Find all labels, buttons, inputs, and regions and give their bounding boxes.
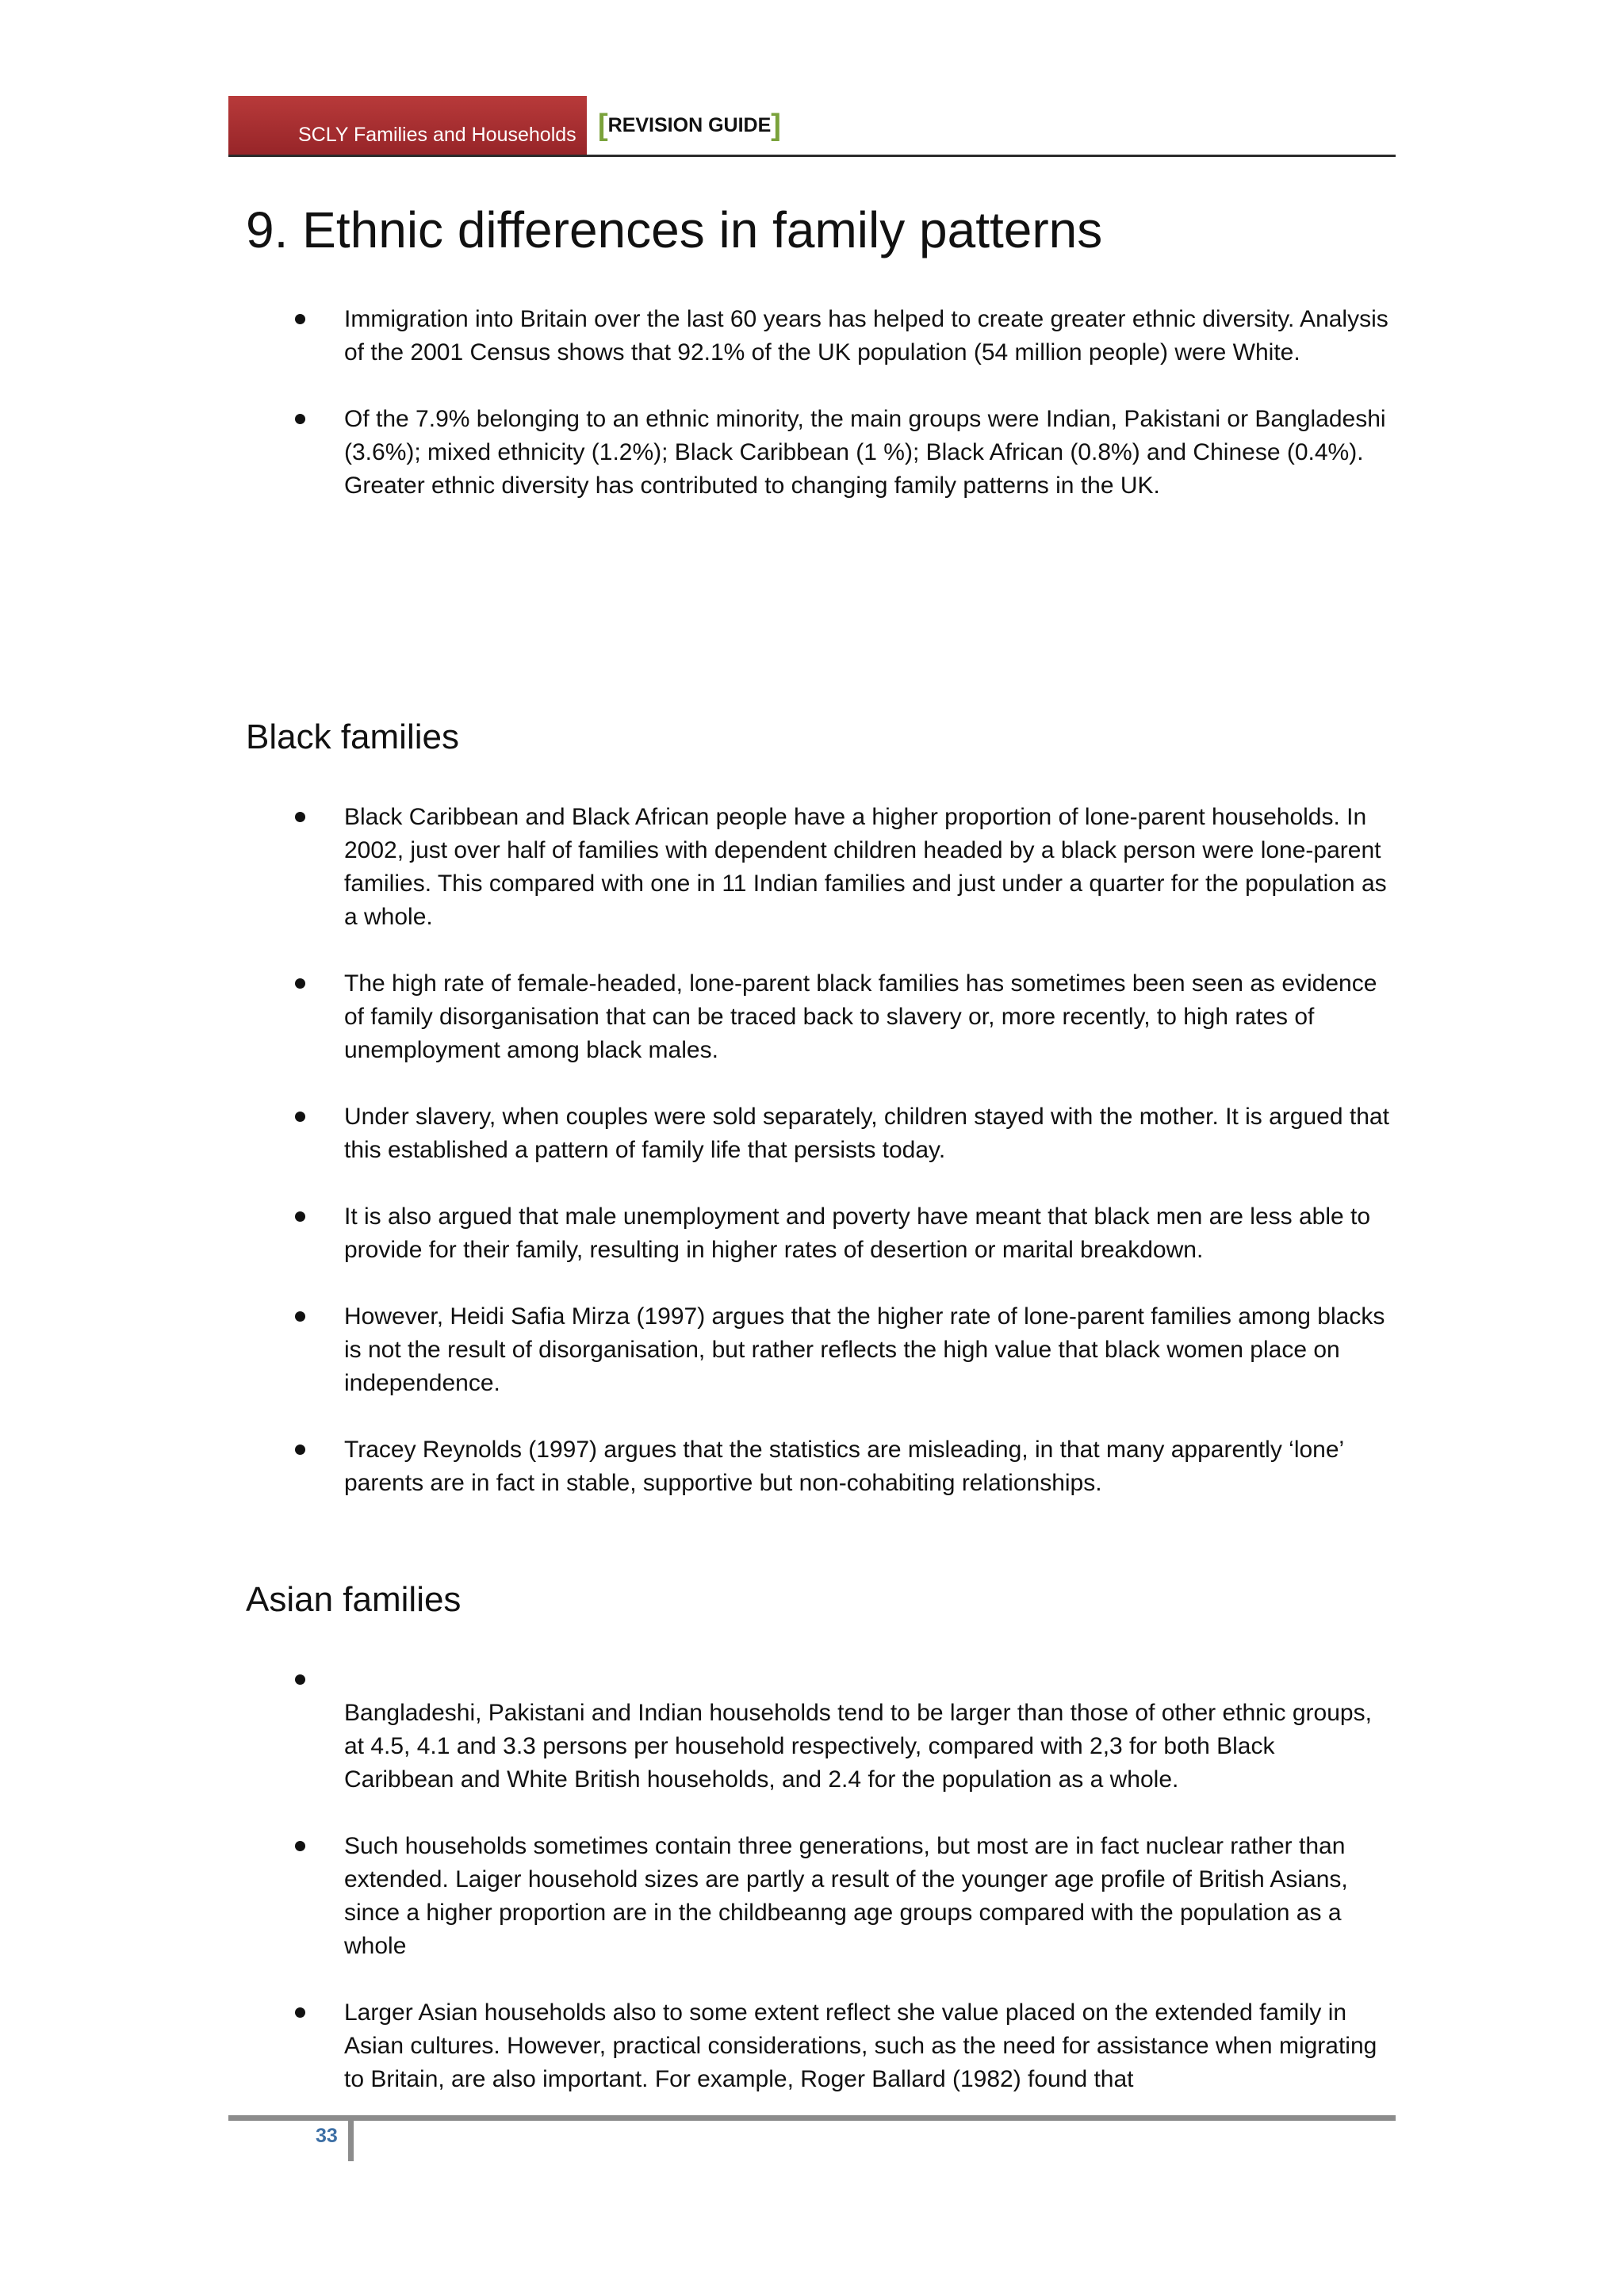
bullet-icon: [295, 1112, 305, 1122]
bullet-icon: [295, 414, 305, 424]
list-item: [295, 1433, 1389, 1500]
list-item: [295, 1830, 1389, 1963]
header-bracket-close: ]: [771, 109, 781, 142]
page-number: 33: [316, 2125, 338, 2147]
list-item-text: However, Heidi Safia Mirza (1997) argues that the higher rate of lone-parent families among blacks is not the result of disorganisation, but rather reflects the high value that black women place on independence.: [344, 1303, 1385, 1396]
bullet-icon: [295, 1841, 305, 1851]
list-item: [295, 1100, 1389, 1167]
list-item: [295, 303, 1389, 369]
list-item-text: Larger Asian households also to some extent reflect she value placed on the extended family in Asian cultures. However, practical considerations, such as the need for assistance when migrating to Britain, are also important. For example, Roger Ballard (1982) found that: [344, 1999, 1377, 2092]
header-rule: [228, 155, 1396, 157]
header-band: [228, 96, 587, 156]
list-item-text: Bangladeshi, Pakistani and Indian households tend to be larger than those of other ethnic groups, at 4.5, 4.1 and 3.3 persons per household respectively, compared with 2,3 for both Black Caribbean and White British households, and 2.4 for the population as a whole.: [344, 1700, 1372, 1793]
list-item: [295, 1200, 1389, 1267]
list-item: [295, 1663, 1389, 1797]
list-item: [295, 403, 1389, 503]
page-title: 9. Ethnic differences in family patterns: [246, 201, 1103, 258]
page-header: [228, 96, 1396, 156]
list-item-text: Under slavery, when couples were sold separately, children stayed with the mother. It is argued that this established a pattern of family life that persists today.: [344, 1104, 1389, 1163]
list-item: [295, 1300, 1389, 1400]
bullet-icon: [295, 1445, 305, 1455]
black-families-list: [295, 801, 1389, 1533]
list-item-text: Of the 7.9% belonging to an ethnic minority, the main groups were Indian, Pakistani or Bangladeshi (3.6%); mixed ethnicity (1.2%); Black Caribbean (1 %); Black African (0.8%) and Chinese (0.4%). Greater ethnic diversity has contributed to changing family patterns in the UK.: [344, 406, 1386, 499]
bullet-icon: [295, 1211, 305, 1222]
section-heading-black-families: Black families: [246, 718, 459, 756]
bullet-icon: [295, 978, 305, 989]
list-item: [295, 801, 1389, 934]
header-guide-text: REVISION GUIDE: [607, 114, 772, 136]
bullet-icon: [295, 2007, 305, 2018]
asian-families-list: [295, 1663, 1389, 2130]
list-item-text: Such households sometimes contain three generations, but most are in fact nuclear rather than extended. Laiger household sizes are partly a result of the younger age profile of British Asians, since a higher proportion are in the childbeanng age groups compared with the population as a whole: [344, 1833, 1348, 1959]
footer-rule: [228, 2115, 1396, 2121]
bullet-icon: [295, 1311, 305, 1322]
list-item-text: Black Caribbean and Black African people have a higher proportion of lone-parent households. In 2002, just over half of families with dependent children headed by a black person were lone-parent families. This compared with one in 11 Indian families and just under a quarter for the population as a whole.: [344, 804, 1387, 930]
list-item: [295, 1996, 1389, 2096]
bullet-icon: [295, 314, 305, 324]
list-item-text: The high rate of female-headed, lone-parent black families has sometimes been seen as evidence of family disorganisation that can be traced back to slavery or, more recently, to high rates of unemployment among black males.: [344, 970, 1377, 1063]
bullet-icon: [295, 1674, 305, 1685]
list-item-text: Immigration into Britain over the last 60 years has helped to create greater ethnic diversity. Analysis of the 2001 Census shows that 92.1% of the UK population (54 million people) were White.: [344, 306, 1388, 365]
intro-list: [295, 303, 1389, 536]
list-item-text: It is also argued that male unemployment and poverty have meant that black men are less able to provide for their family, resulting in higher rates of desertion or marital breakdown.: [344, 1203, 1371, 1263]
header-course-title: SCLY Families and Households: [298, 124, 576, 146]
bullet-icon: [295, 812, 305, 822]
header-guide-label: [598, 109, 781, 143]
footer-divider: [348, 2115, 354, 2161]
section-heading-asian-families: Asian families: [246, 1580, 462, 1619]
header-bracket-open: [: [598, 109, 608, 142]
list-item: [295, 967, 1389, 1067]
list-item-text: Tracey Reynolds (1997) argues that the statistics are misleading, in that many apparently ‘lone’ parents are in fact in stable, supportive but non-cohabiting relationships.: [344, 1437, 1344, 1496]
